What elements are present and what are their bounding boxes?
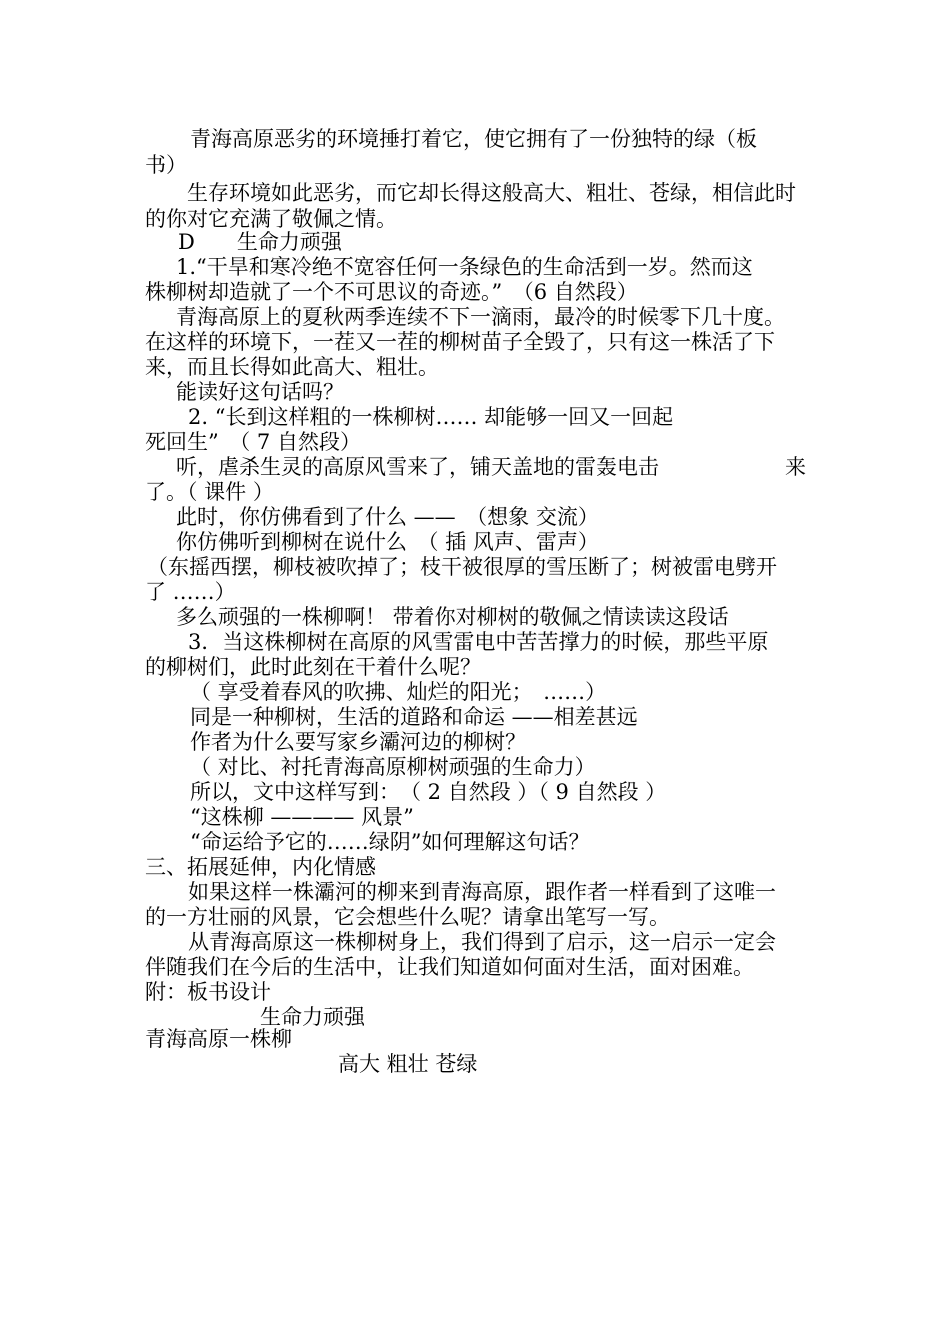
text-line: 1.“干旱和寒冷绝不宽容任何一条绿色的生命活到一岁。然而这 (176, 255, 753, 279)
text-line: 来，而且长得如此高大、粗壮。 (145, 355, 439, 379)
text-line: “这株柳 ———— 风景” (190, 805, 414, 829)
text-line: 3．当这株柳树在高原的风雪雷电中苦苦撑力的时候，那些平原 (188, 630, 769, 654)
board-left-label: 青海高原一株柳 (145, 1027, 292, 1051)
text-line: 了 ……） (145, 580, 236, 604)
text-line: 伴随我们在今后的生活中，让我们知道如何面对生活，面对困难。 (145, 955, 754, 979)
text-line: 生存环境如此恶劣，而它却长得这般高大、粗壮、苍绿，相信此时 (187, 181, 796, 205)
text-line: （ 享受着春风的吹拂、灿烂的阳光； ……） (190, 680, 607, 704)
text-line: 书） (145, 153, 187, 177)
text-line: 所以，文中这样写到： （ 2 自然段 ）（ 9 自然段 ） (190, 780, 667, 804)
text-line: 此时，你仿佛看到了什么 —— （想象 交流） (176, 505, 599, 529)
section-heading: D 生命力顽强 (178, 230, 342, 254)
text-line: “命运给予它的……绿阴”如何理解这句话？ (190, 830, 590, 854)
text-line: 的一方壮丽的风景，它会想些什么呢？请拿出笔写一写。 (145, 905, 670, 929)
text-line: 株柳树却造就了一个不可思议的奇迹。” （6 自然段） (145, 280, 638, 304)
section-heading: 三、拓展延伸，内化情感 (145, 855, 376, 879)
text-line: 多么顽强的一株柳啊！ 带着你对柳树的敬佩之情读读这段话 (176, 605, 729, 629)
text-line: 2. “长到这样粗的一株柳树…… 却能够一回又一回起 (188, 405, 674, 429)
board-title: 生命力顽强 (260, 1005, 365, 1029)
text-line: 来 (785, 455, 806, 479)
text-line: 能读好这句话吗？ (176, 380, 344, 404)
section-heading: 附：板书设计 (145, 980, 271, 1004)
text-line: 同是一种柳树，生活的道路和命运 ——相差甚远 (190, 705, 638, 729)
text-line: 青海高原上的夏秋两季连续不下一滴雨，最冷的时候零下几十度。 (176, 305, 785, 329)
text-line: （ 对比、衬托青海高原柳树顽强的生命力） (190, 755, 596, 779)
text-line: 从青海高原这一株柳树身上，我们得到了启示，这一启示一定会 (188, 930, 776, 954)
text-line: 听，虐杀生灵的高原风雪来了，铺天盖地的雷轰电击 (176, 455, 659, 479)
text-line: 了。（ 课件 ） (145, 480, 274, 504)
text-line: 死回生” （ 7 自然段） (145, 430, 361, 454)
text-line: （东摇西摆，柳枝被吹掉了；枝干被很厚的雪压断了；树被雷电劈开 (147, 555, 777, 579)
text-line: 青海高原恶劣的环境捶打着它，使它拥有了一份独特的绿（板 (190, 127, 757, 151)
board-keywords: 高大 粗壮 苍绿 (338, 1052, 478, 1076)
text-line: 在这样的环境下，一茬又一茬的柳树苗子全毁了，只有这一株活了下 (145, 330, 775, 354)
text-line: 如果这样一株灞河的柳来到青海高原，跟作者一样看到了这唯一 (188, 880, 776, 904)
text-line: 作者为什么要写家乡灞河边的柳树？ (190, 730, 526, 754)
text-line: 你仿佛听到柳树在说什么 （ 插 风声、雷声） (176, 530, 599, 554)
text-line: 的柳树们，此时此刻在干着什么呢？ (145, 655, 481, 679)
text-line: 的你对它充满了敬佩之情。 (145, 207, 397, 231)
